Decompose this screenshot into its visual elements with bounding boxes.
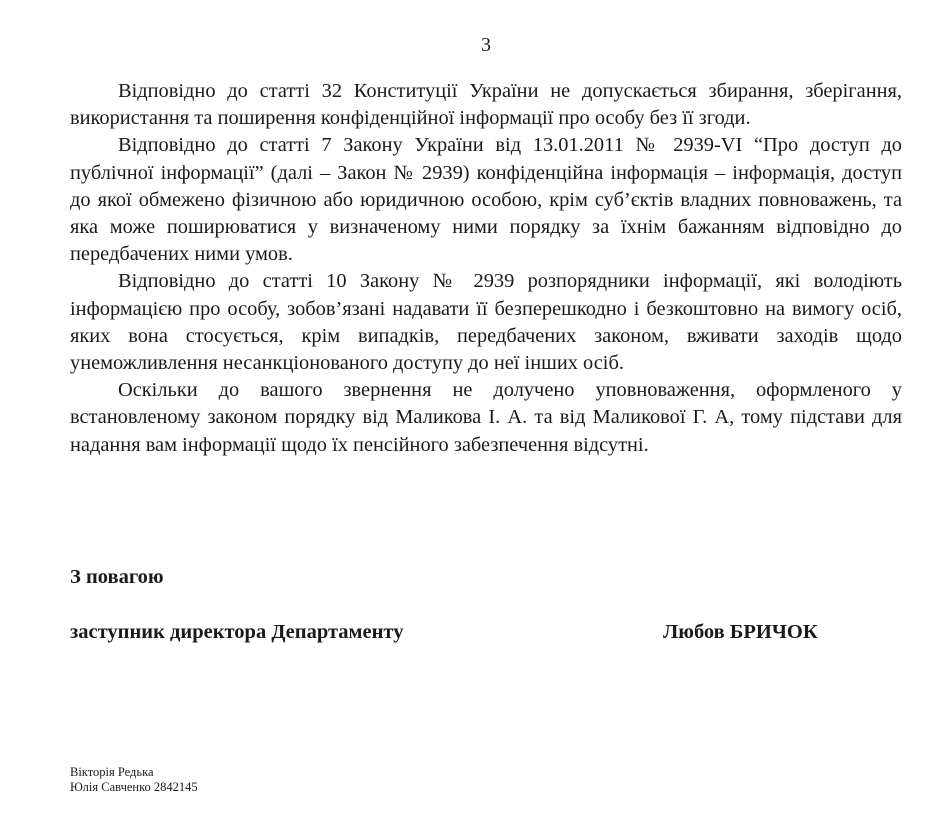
paragraph-conclusion: Оскільки до вашого звернення не долучено уповноваження, оформленого у встановленому законом порядку від Маликова І. А. та від Маликової Г. А, тому підстави для надання вам інформації щодо їх пенсійного забезпечення відсутні. bbox=[70, 379, 902, 456]
paragraph-constitution: Відповідно до статті 32 Конституції України не допускається збирання, зберігання, використання та поширення конфіденційної інформації про особу без її згоди. bbox=[70, 80, 902, 130]
executor-line: Юлія Савченко 2842145 bbox=[70, 780, 198, 794]
page-number: 3 bbox=[481, 34, 491, 56]
signer-name: Любов БРИЧОК bbox=[663, 621, 818, 643]
paragraph-law-article-10: Відповідно до статті 10 Закону № 2939 розпорядники інформації, які володіють інформацією про особу, зобов’язані надавати її безперешкодно і безкоштовно на вимогу осіб, яких вона стосується, крім випадків, передбачених законом, вживати заходів щодо унеможливлення несанкціонованого доступу до неї інших осіб. bbox=[70, 270, 902, 375]
letter-body bbox=[70, 78, 902, 459]
paragraph-law-article-7: Відповідно до статті 7 Закону України від 13.01.2011 № 2939-VI “Про доступ до публічної інформації” (далі – Закон № 2939) конфіденційна інформація – інформація, доступ до якої обмежено фізичною або юридичною особою, крім суб’єктів владних повноважень, та яка може поширюватися у визначеному ними порядку за їхнім бажанням відповідно до передбачених ними умов. bbox=[70, 134, 902, 266]
executors-block bbox=[70, 765, 198, 795]
signer-position: заступник директора Департаменту bbox=[70, 621, 404, 643]
executor-line: Вікторія Редька bbox=[70, 765, 154, 779]
closing-phrase: З повагою bbox=[70, 566, 164, 588]
